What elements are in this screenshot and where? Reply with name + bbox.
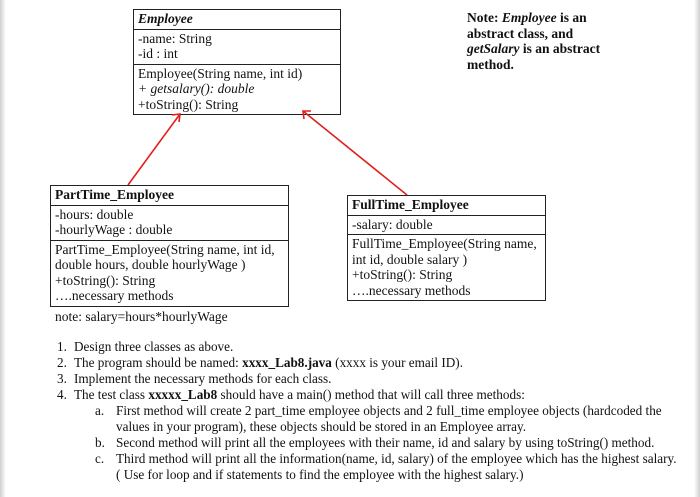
requirement-4a-text: First method will create 2 part_time employee objects and 2 full_time employee objects (hardcoded the values in your program), these objects should be stored in an Employee array. <box>116 403 662 434</box>
requirements-list <box>57 339 677 482</box>
requirement-4c-number: c. <box>95 451 105 467</box>
employee-getsalary-method: + getsalary(): double <box>138 81 255 96</box>
note-text-2: is an abstract method. <box>467 41 601 72</box>
fulltime-class-title-section <box>348 196 545 216</box>
fulltime-employee-class-box <box>347 195 546 301</box>
fulltime-methods <box>348 235 545 300</box>
requirement-1-text: Design three classes as above. <box>74 339 234 354</box>
employee-attribute-name: -name: String <box>138 30 212 46</box>
requirement-1 <box>57 339 677 355</box>
fulltime-constructor-line-2: int id, double salary ) <box>352 251 468 267</box>
parttime-constructor-line-2: double hours, double hourlyWage ) <box>55 257 246 272</box>
requirement-4-text-b: should have a main() method that will call three methods: <box>217 387 525 403</box>
parttime-attribute-hourlywage: -hourlyWage : double <box>55 222 173 237</box>
requirement-4 <box>57 387 677 403</box>
requirement-3 <box>57 371 677 387</box>
fulltime-attributes <box>348 216 545 236</box>
parttime-methods <box>51 241 288 306</box>
requirement-4-number: 4. <box>57 387 67 403</box>
parttime-attribute-hours: -hours: double <box>55 206 134 222</box>
fulltime-class-title: FullTime_Employee <box>352 197 469 212</box>
requirement-2-number: 2. <box>57 355 67 371</box>
requirement-4b-number: b. <box>95 435 105 451</box>
requirement-4a <box>57 403 677 434</box>
parttime-employee-class-box <box>50 185 289 307</box>
parttime-constructor-line-1: PartTime_Employee(String name, int id, <box>55 241 275 257</box>
parttime-class-title-section <box>51 186 288 206</box>
parttime-inheritance-arrow <box>128 114 180 185</box>
requirement-2-filename: xxxx_Lab8.java <box>242 355 332 371</box>
employee-class-title: Employee <box>138 11 193 26</box>
requirement-2-text-a: The program should be named: <box>74 355 243 371</box>
employee-tostring-method: +toString(): String <box>138 96 239 112</box>
employee-constructor: Employee(String name, int id) <box>138 65 303 81</box>
fulltime-constructor-line-1: FullTime_Employee(String name, <box>352 236 537 251</box>
requirement-4a-number: a. <box>95 403 105 419</box>
parttime-attributes <box>51 206 288 241</box>
parttime-tostring-method: +toString(): String <box>55 272 156 288</box>
parttime-salary-note: note: salary=hours*hourlyWage <box>55 309 228 324</box>
note-class-name: Employee <box>501 10 557 25</box>
requirement-4-text-a: The test class <box>74 387 149 403</box>
requirement-4-classname: xxxxx_Lab8 <box>148 387 218 403</box>
fulltime-attribute-salary: -salary: double <box>352 216 433 232</box>
requirement-3-text: Implement the necessary methods for each class. <box>74 371 332 387</box>
fulltime-tostring-method: +toString(): String <box>352 267 453 282</box>
requirement-4c-text: Third method will print all the information(name, id, salary) of the employee which has the highest salary. ( Use for loop and if statements to find the employee with the highest salary.) <box>116 451 677 482</box>
fulltime-inheritance-arrow <box>303 111 407 195</box>
requirement-2-text-b: (xxxx is your email ID). <box>331 355 463 371</box>
requirement-4b <box>57 435 677 451</box>
note-method-name: getSalary <box>467 41 520 56</box>
note-text-1: is an abstract class, and <box>467 10 587 41</box>
requirement-1-number: 1. <box>57 339 67 354</box>
parttime-necessary-methods: ….necessary methods <box>55 288 174 303</box>
requirement-3-number: 3. <box>57 371 67 387</box>
note-prefix: Note: <box>467 10 502 25</box>
employee-attribute-id: -id : int <box>138 46 178 61</box>
requirement-4b-text: Second method will print all the employees with their name, id and salary by using toString() method. <box>116 435 655 451</box>
parttime-class-title: PartTime_Employee <box>55 187 174 202</box>
fulltime-necessary-methods: ….necessary methods <box>352 282 471 298</box>
requirement-2 <box>57 355 677 371</box>
requirement-4c <box>57 451 677 482</box>
